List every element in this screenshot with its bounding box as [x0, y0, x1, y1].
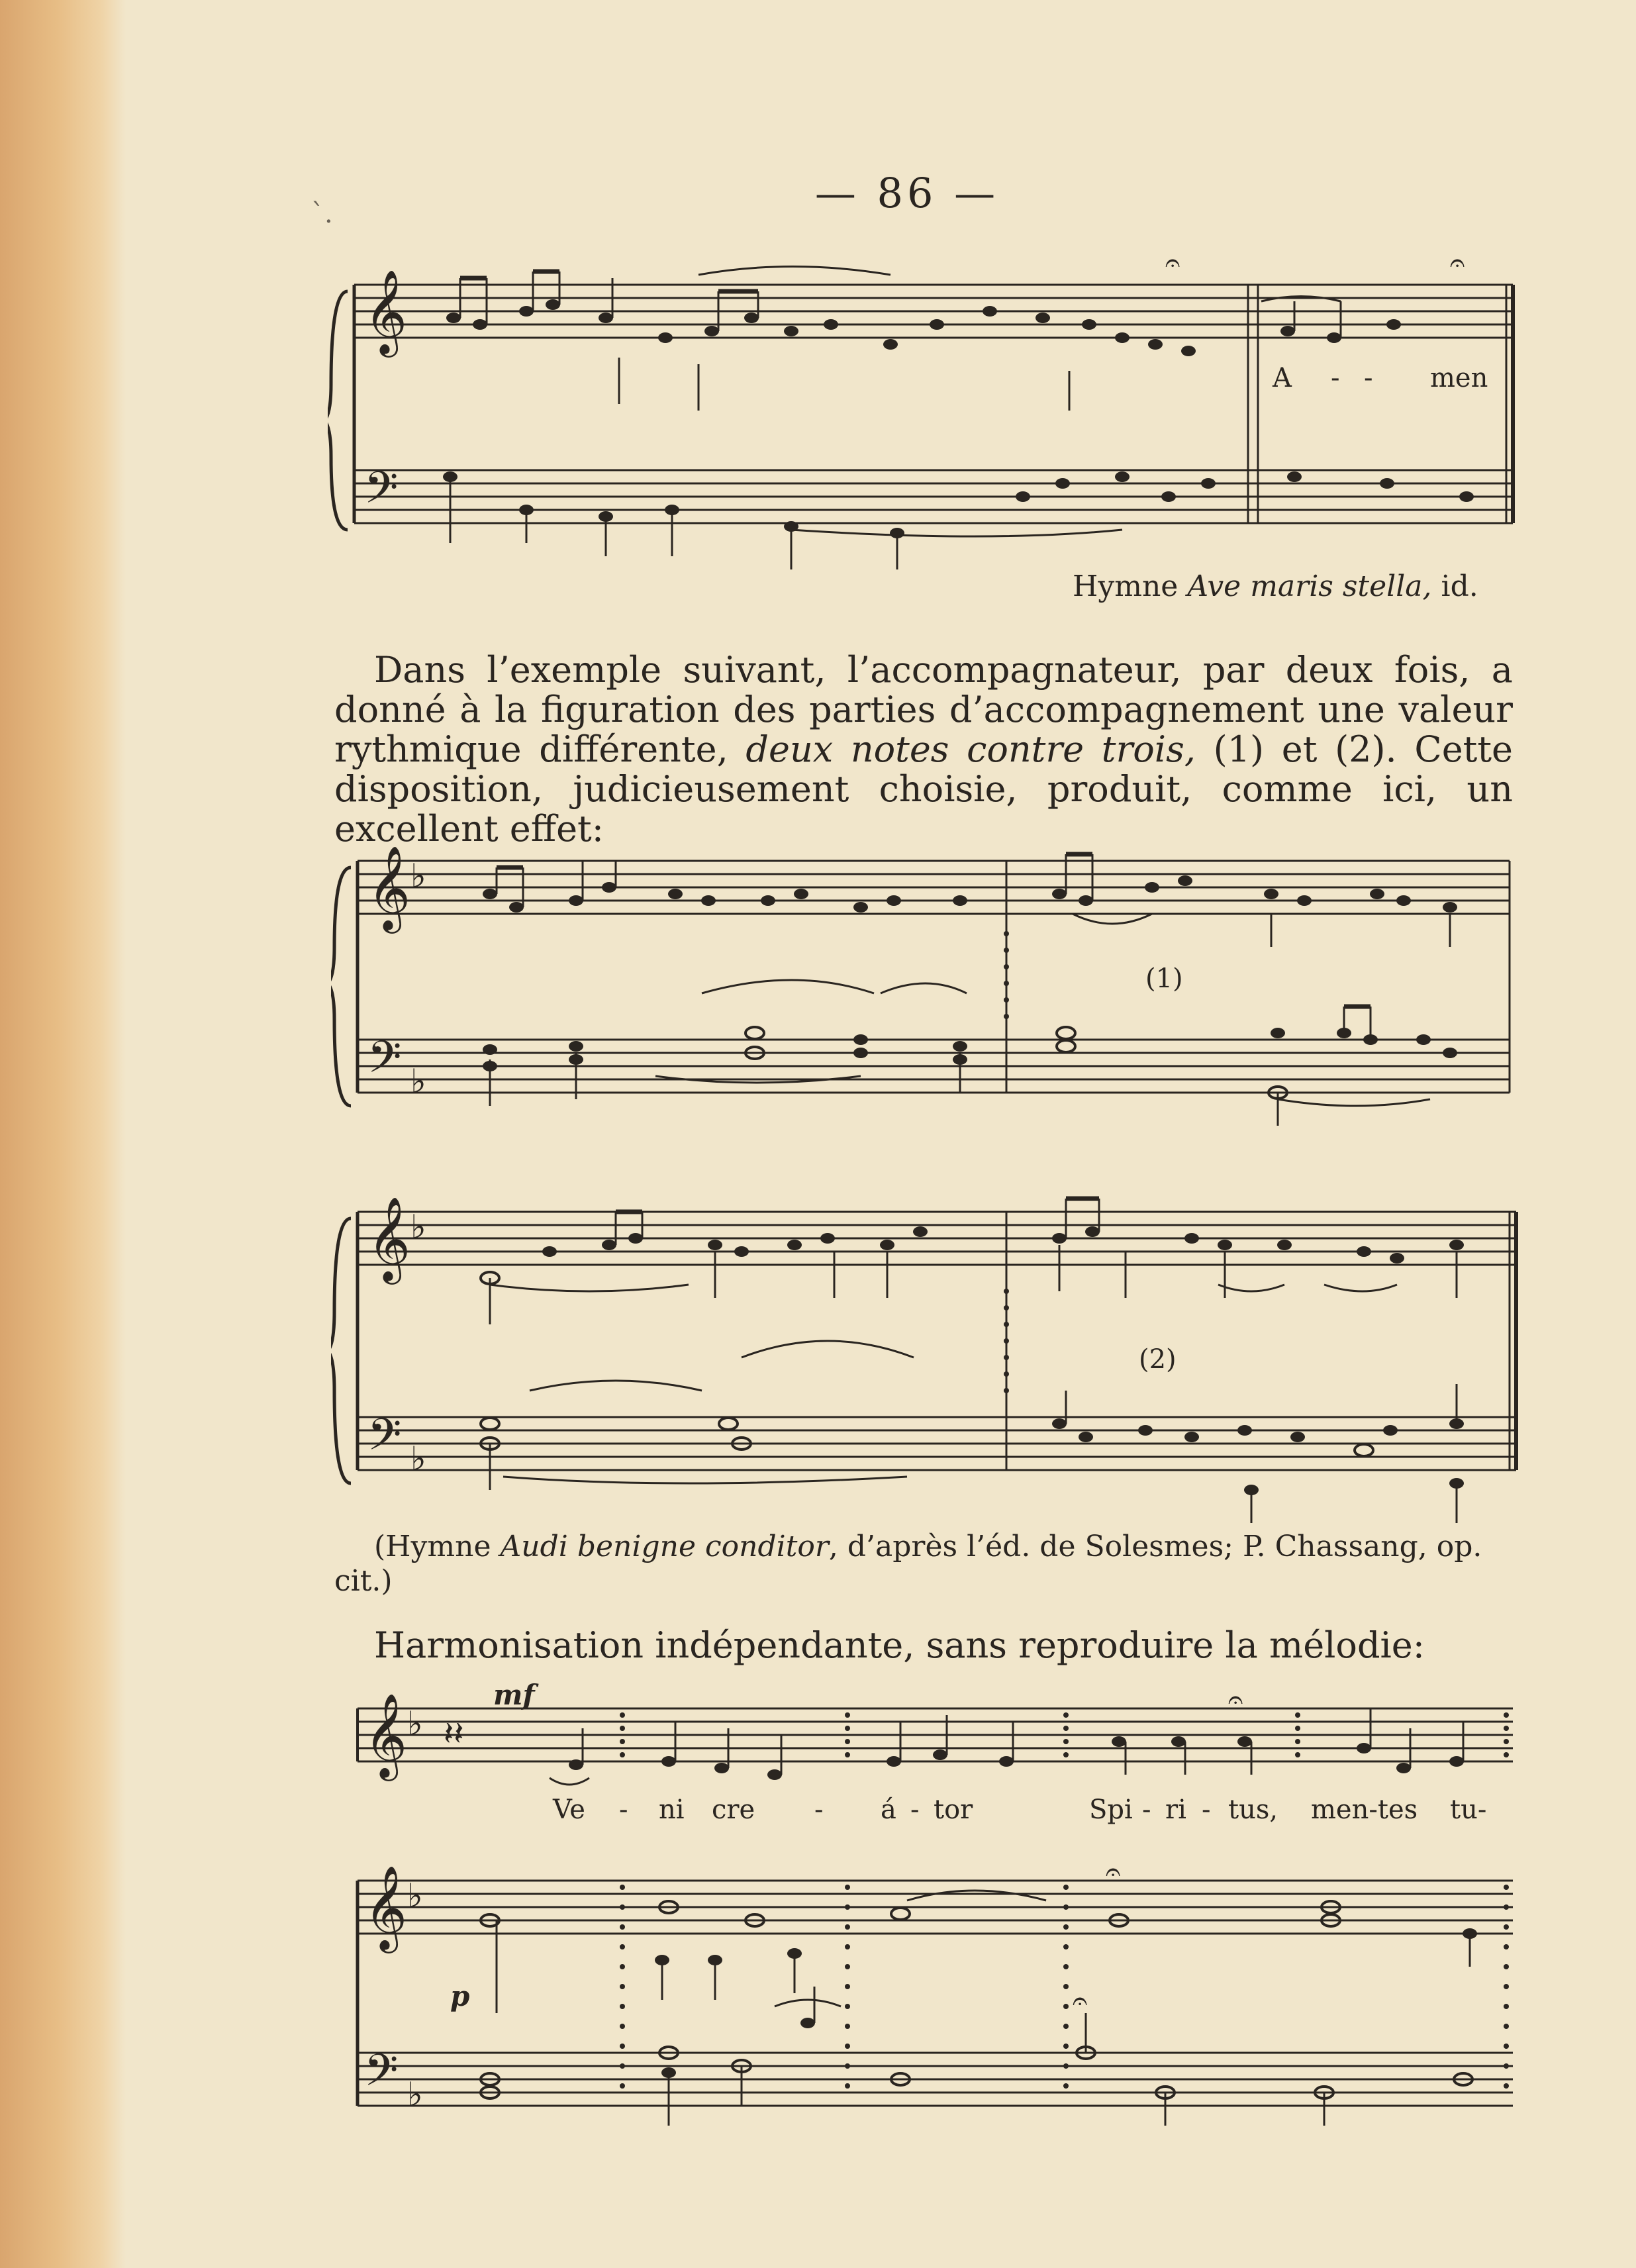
page-number: — 86 — — [814, 169, 1000, 217]
paragraph-italic: deux notes contre trois, — [746, 728, 1196, 770]
marker-2: (2) — [1139, 1344, 1177, 1375]
dynamic-marking-top: mf — [493, 1679, 535, 1711]
lyric-syllable: á — [881, 1795, 896, 1825]
source-reference — [334, 1530, 1513, 1599]
lyric-syllable: tus, — [1228, 1795, 1278, 1825]
lyric-syllable: tor — [934, 1795, 973, 1825]
paragraph2-text: Harmonisation indépendante, sans reproduire la mélodie: — [374, 1624, 1425, 1666]
svg-text:♭: ♭ — [410, 857, 426, 895]
lyric-syllable: cre — [712, 1795, 755, 1825]
lyric-syllable: men-tes — [1311, 1795, 1418, 1825]
svg-text:𝄞: 𝄞 — [364, 1693, 408, 1777]
lyric-syllable: - — [1331, 363, 1340, 393]
svg-text:𝄐: 𝄐 — [1450, 252, 1465, 278]
dynamic-marking-bottom: p — [450, 1980, 470, 2012]
reference-title: Audi benigne conditor — [500, 1530, 829, 1563]
svg-text:𝄐: 𝄐 — [1165, 252, 1180, 278]
paragraph-explanation — [334, 650, 1513, 849]
svg-text:𝄐: 𝄐 — [1073, 1986, 1088, 2016]
caption-suffix: id. — [1441, 569, 1478, 603]
svg-text:♭: ♭ — [407, 1877, 423, 1915]
lyric-syllable: - — [1202, 1795, 1211, 1825]
svg-text:𝄞: 𝄞 — [367, 845, 411, 930]
lyric-syllable: - — [1142, 1795, 1151, 1825]
paragraph-text-end: (1) et (2). Cette disposition, judicieusement choisie, produit, comme ici, un excellent effet: — [334, 728, 1514, 850]
svg-text:𝄢: 𝄢 — [364, 2045, 399, 2106]
svg-text:𝄢: 𝄢 — [367, 1409, 402, 1471]
svg-text:𝄐: 𝄐 — [1106, 1857, 1121, 1887]
example-caption — [1073, 569, 1478, 605]
svg-text:𝄽𝄽: 𝄽𝄽 — [444, 1714, 464, 1753]
svg-text:♭: ♭ — [407, 2075, 423, 2114]
lyric-syllable: Ve — [553, 1795, 585, 1825]
lyric-syllable: men — [1430, 363, 1488, 393]
marker-1: (1) — [1145, 963, 1183, 994]
lyric-syllable: - — [619, 1795, 628, 1825]
svg-text:𝄞: 𝄞 — [364, 269, 408, 354]
lyric-syllable: - — [1364, 363, 1373, 393]
music-example-audi-benigne-system-1 — [331, 841, 1523, 1132]
svg-text:𝄢: 𝄢 — [367, 1032, 402, 1093]
music-example-ave-maris-stella — [328, 252, 1519, 569]
lyric-syllable: ni — [659, 1795, 685, 1825]
reference-rest: , d’après l’éd. de Solesmes; P. Chassang, op. cit.) — [334, 1530, 1482, 1598]
music-example-veni-creator — [344, 1682, 1523, 2132]
reference-open: (Hymne — [374, 1530, 491, 1563]
svg-text:𝄢: 𝄢 — [364, 462, 399, 524]
paragraph-harmonisation — [334, 1626, 1513, 1665]
lyric-syllable: - — [910, 1795, 920, 1825]
svg-text:♭: ♭ — [407, 1704, 423, 1743]
music-example-audi-benigne-system-2 — [331, 1192, 1523, 1536]
scan-mark: `. — [311, 199, 333, 229]
svg-text:𝄐: 𝄐 — [1228, 1685, 1243, 1715]
caption-title: Ave maris stella, — [1187, 569, 1432, 603]
book-binding-edge — [0, 0, 126, 2268]
lyric-syllable: A — [1273, 363, 1292, 393]
caption-prefix: Hymne — [1073, 569, 1179, 603]
svg-text:♭: ♭ — [410, 1208, 426, 1246]
svg-text:♭: ♭ — [410, 1062, 426, 1101]
svg-text:𝄞: 𝄞 — [364, 1865, 408, 1949]
svg-text:𝄞: 𝄞 — [367, 1196, 411, 1281]
lyric-syllable: tu- — [1450, 1795, 1487, 1825]
lyric-syllable: - — [814, 1795, 824, 1825]
lyric-syllable: Spi — [1089, 1795, 1133, 1825]
svg-text:♭: ♭ — [410, 1440, 426, 1478]
lyric-syllable: ri — [1165, 1795, 1186, 1825]
paragraph-text: Dans l’exemple suivant, l’accompagnateur, par deux fois, a donné à la figuration des parties d’accompagnement une valeur rythmique différente, — [334, 649, 1513, 770]
